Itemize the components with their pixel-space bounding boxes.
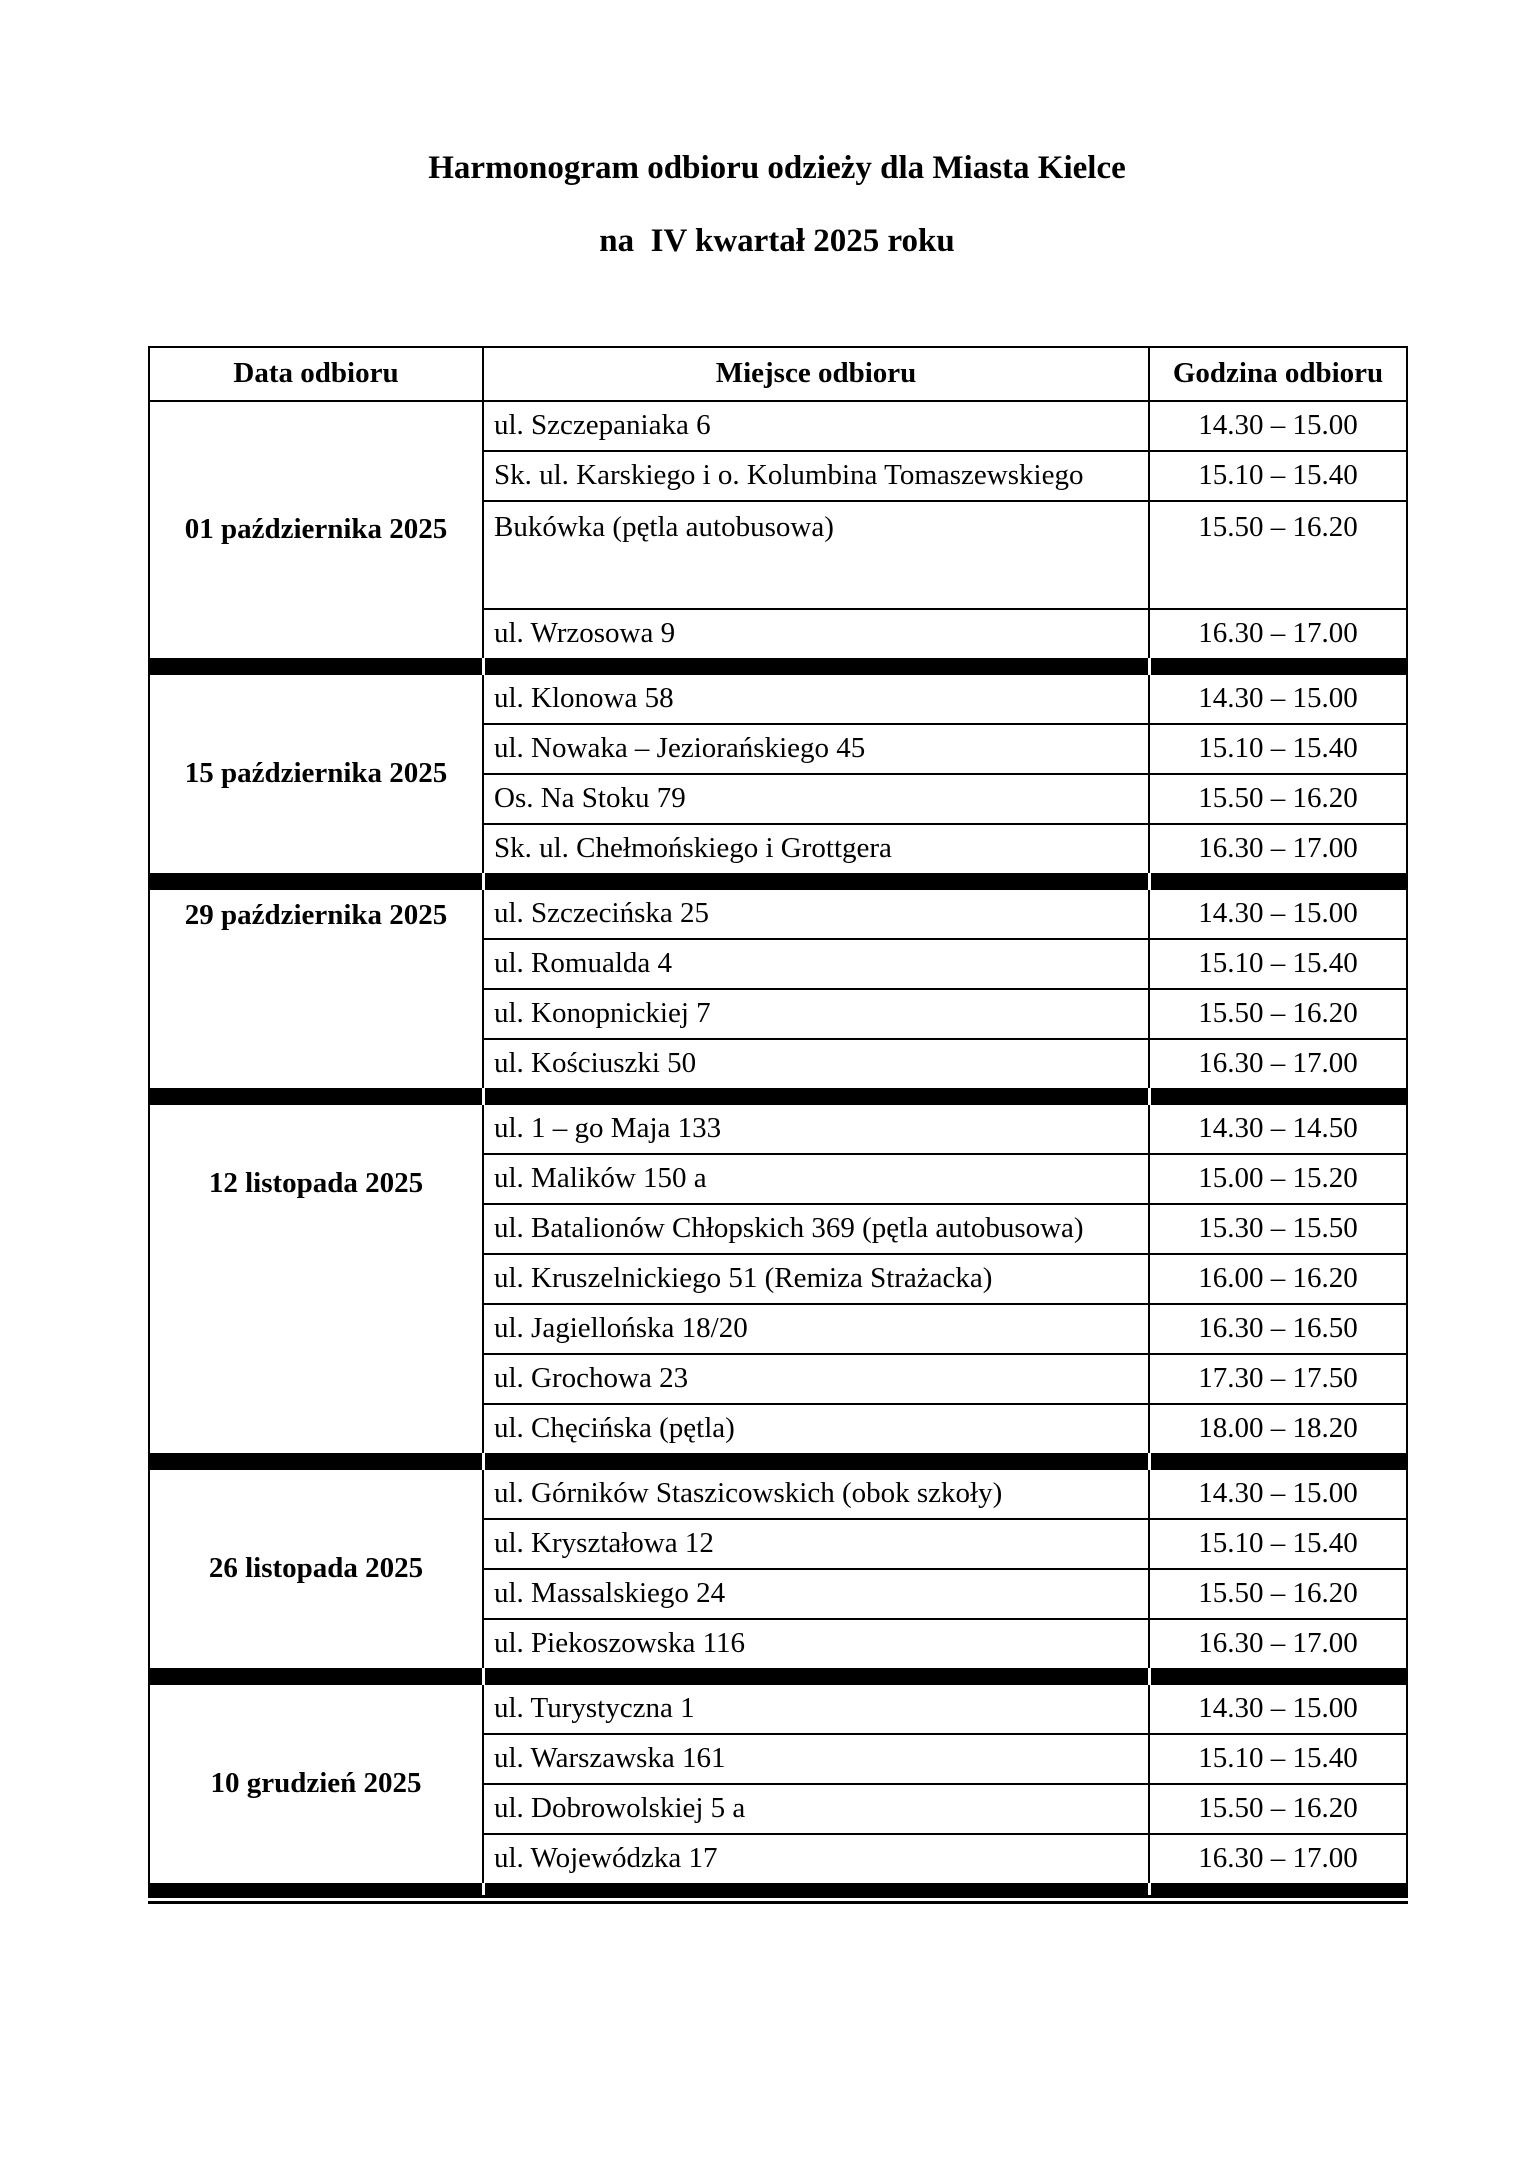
date-cell: 01 października 2025 xyxy=(149,401,483,659)
section-2025-11-26 xyxy=(149,1469,1407,1669)
table-row xyxy=(149,1469,1407,1519)
time-cell: 15.50 – 16.20 xyxy=(1149,989,1407,1039)
time-cell: 15.50 – 16.20 xyxy=(1149,1784,1407,1834)
place-cell: ul. Nowaka – Jeziorańskiego 45 xyxy=(483,724,1149,774)
page-title: Harmonogram odbioru odzieży dla Miasta Kielce xyxy=(428,150,1126,186)
time-cell: 15.10 – 15.40 xyxy=(1149,451,1407,501)
time-cell: 15.10 – 15.40 xyxy=(1149,724,1407,774)
place-cell: ul. Warszawska 161 xyxy=(483,1734,1149,1784)
time-cell: 14.30 – 14.50 xyxy=(1149,1104,1407,1154)
table-row xyxy=(149,674,1407,724)
place-cell: Os. Na Stoku 79 xyxy=(483,774,1149,824)
place-cell: Sk. ul. Karskiego i o. Kolumbina Tomaszewskiego xyxy=(483,451,1149,501)
column-header-place: Miejsce odbioru xyxy=(483,347,1149,401)
section-divider xyxy=(149,1669,1407,1684)
place-cell: ul. 1 – go Maja 133 xyxy=(483,1104,1149,1154)
time-cell: 16.30 – 17.00 xyxy=(1149,609,1407,659)
time-cell: 18.00 – 18.20 xyxy=(1149,1404,1407,1454)
place-cell: ul. Górników Staszicowskich (obok szkoły) xyxy=(483,1469,1149,1519)
section-divider xyxy=(149,1454,1407,1469)
time-cell: 15.10 – 15.40 xyxy=(1149,939,1407,989)
time-cell: 15.50 – 16.20 xyxy=(1149,501,1407,609)
section-2025-11-12 xyxy=(149,1104,1407,1454)
place-cell: ul. Grochowa 23 xyxy=(483,1354,1149,1404)
section-divider xyxy=(149,1089,1407,1104)
section-2025-10-15 xyxy=(149,674,1407,874)
column-header-time: Godzina odbioru xyxy=(1149,347,1407,401)
date-cell: 12 listopada 2025 xyxy=(149,1104,483,1454)
time-cell: 16.30 – 17.00 xyxy=(1149,1619,1407,1669)
place-cell: ul. Klonowa 58 xyxy=(483,674,1149,724)
time-cell: 15.50 – 16.20 xyxy=(1149,774,1407,824)
table-header xyxy=(149,347,1407,401)
place-cell: ul. Massalskiego 24 xyxy=(483,1569,1149,1619)
time-cell: 14.30 – 15.00 xyxy=(1149,889,1407,939)
header-row xyxy=(149,347,1407,401)
schedule-table xyxy=(148,346,1408,1904)
table-row xyxy=(149,1104,1407,1154)
date-cell: 15 października 2025 xyxy=(149,674,483,874)
place-cell: ul. Konopnickiej 7 xyxy=(483,989,1149,1039)
place-cell: ul. Kryształowa 12 xyxy=(483,1519,1149,1569)
time-cell: 15.50 – 16.20 xyxy=(1149,1569,1407,1619)
date-cell: 29 października 2025 xyxy=(149,889,483,1089)
time-cell: 16.00 – 16.20 xyxy=(1149,1254,1407,1304)
place-cell: ul. Chęcińska (pętla) xyxy=(483,1404,1149,1454)
date-cell: 26 listopada 2025 xyxy=(149,1469,483,1669)
section-2025-10-01 xyxy=(149,401,1407,659)
place-cell: ul. Romualda 4 xyxy=(483,939,1149,989)
place-cell: ul. Turystyczna 1 xyxy=(483,1684,1149,1734)
time-cell: 15.10 – 15.40 xyxy=(1149,1734,1407,1784)
time-cell: 14.30 – 15.00 xyxy=(1149,401,1407,451)
time-cell: 14.30 – 15.00 xyxy=(1149,1684,1407,1734)
place-cell: ul. Jagiellońska 18/20 xyxy=(483,1304,1149,1354)
place-cell: Sk. ul. Chełmońskiego i Grottgera xyxy=(483,824,1149,874)
section-divider xyxy=(149,659,1407,674)
place-cell: ul. Dobrowolskiej 5 a xyxy=(483,1784,1149,1834)
time-cell: 15.00 – 15.20 xyxy=(1149,1154,1407,1204)
place-cell: ul. Szczecińska 25 xyxy=(483,889,1149,939)
time-cell: 16.30 – 17.00 xyxy=(1149,1834,1407,1884)
document-header xyxy=(148,150,1406,260)
place-cell: Bukówka (pętla autobusowa) xyxy=(483,501,1149,609)
table-row xyxy=(149,401,1407,451)
table-bottom-border xyxy=(149,1884,1407,1899)
time-cell: 15.10 – 15.40 xyxy=(1149,1519,1407,1569)
section-2025-10-29 xyxy=(149,889,1407,1089)
time-cell: 16.30 – 16.50 xyxy=(1149,1304,1407,1354)
place-cell: ul. Batalionów Chłopskich 369 (pętla autobusowa) xyxy=(483,1204,1149,1254)
time-cell: 14.30 – 15.00 xyxy=(1149,674,1407,724)
place-cell: ul. Szczepaniaka 6 xyxy=(483,401,1149,451)
place-cell: ul. Wojewódzka 17 xyxy=(483,1834,1149,1884)
place-cell: ul. Piekoszowska 116 xyxy=(483,1619,1149,1669)
section-2025-12-10 xyxy=(149,1684,1407,1884)
time-cell: 16.30 – 17.00 xyxy=(1149,824,1407,874)
table-row xyxy=(149,1684,1407,1734)
place-cell: ul. Wrzosowa 9 xyxy=(483,609,1149,659)
place-cell: ul. Malików 150 a xyxy=(483,1154,1149,1204)
place-cell: ul. Kruszelnickiego 51 (Remiza Strażacka) xyxy=(483,1254,1149,1304)
section-divider xyxy=(149,874,1407,889)
place-cell: ul. Kościuszki 50 xyxy=(483,1039,1149,1089)
time-cell: 14.30 – 15.00 xyxy=(1149,1469,1407,1519)
column-header-date: Data odbioru xyxy=(149,347,483,401)
page-subtitle: na IV kwartał 2025 roku xyxy=(599,223,955,259)
time-cell: 16.30 – 17.00 xyxy=(1149,1039,1407,1089)
time-cell: 17.30 – 17.50 xyxy=(1149,1354,1407,1404)
table-row xyxy=(149,889,1407,939)
time-cell: 15.30 – 15.50 xyxy=(1149,1204,1407,1254)
date-cell: 10 grudzień 2025 xyxy=(149,1684,483,1884)
